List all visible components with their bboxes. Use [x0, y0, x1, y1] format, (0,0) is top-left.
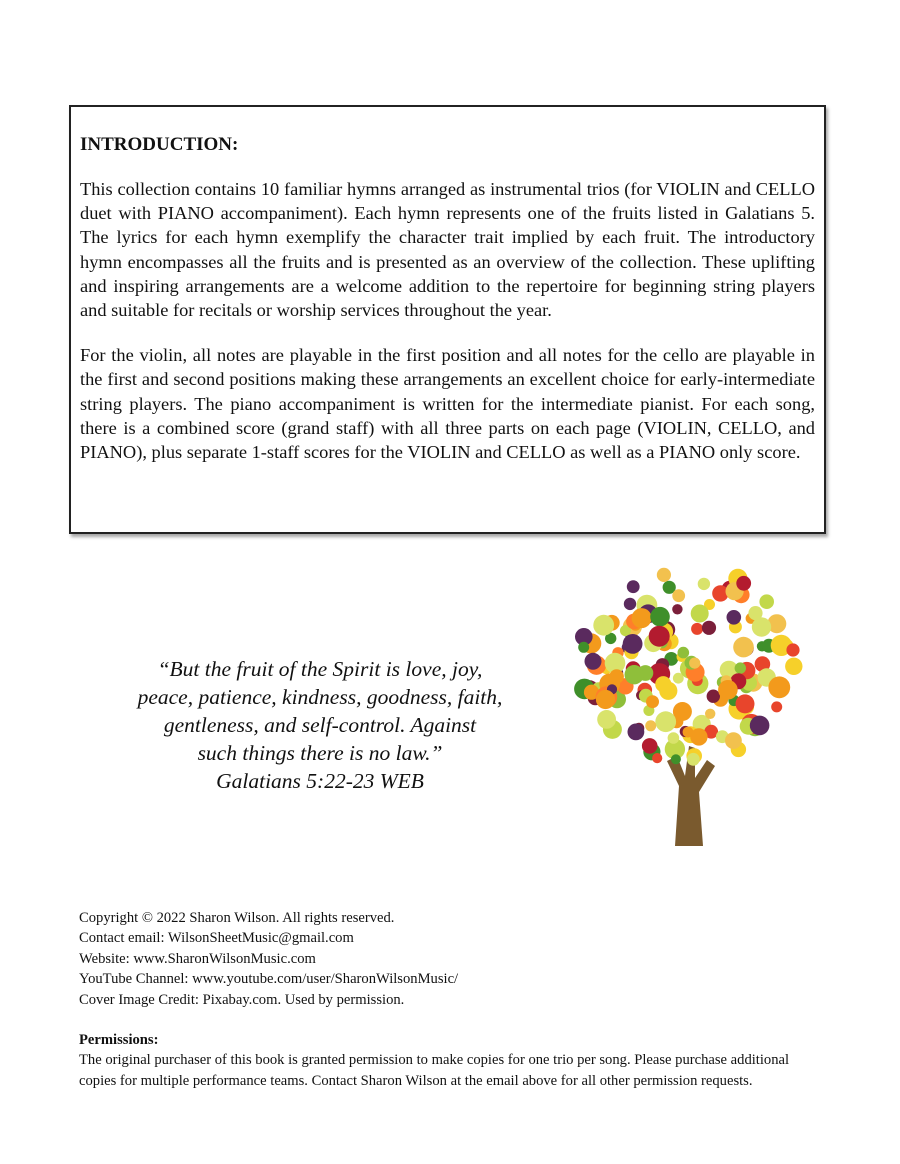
fruit-shape [646, 695, 659, 708]
fruit-tree-icon [567, 556, 807, 852]
fruit-shape [625, 665, 644, 684]
image-credit-line: Cover Image Credit: Pixabay.com. Used by permission. [79, 991, 405, 1008]
fruit-shape [689, 658, 700, 669]
quote-line: such things there is no law.” [197, 741, 443, 765]
fruit-shape [649, 626, 670, 647]
contact-email-line: Contact email: WilsonSheetMusic@gmail.com [79, 930, 354, 947]
introduction-paragraph-1: This collection contains 10 familiar hymns arranged as instrumental trios (for VIOLIN and CELLO duet with PIANO accompaniment). Each hymn represents one of the fruits listed in Galatians 5. The lyrics for each hymn exemplify the character trait implied by each fruit. The introductory hymn encompasses all the fruits and is presented as an overview of the collection. These uplifting and inspiring arrangements are a welcome addition to the repertoire for beginning string players and suitable for recitals or worship services throughout the year. [80, 179, 815, 321]
fruit-shape [759, 594, 774, 609]
fruit-shape [735, 662, 746, 673]
fruit-shape [645, 720, 656, 731]
fruit-shape [687, 753, 700, 766]
permissions-heading: Permissions: [79, 1032, 159, 1048]
introduction-box [69, 105, 826, 534]
fruit-shape [748, 606, 762, 620]
permissions-block [79, 1030, 829, 1091]
fruit-shape [652, 753, 662, 763]
website-line: Website: www.SharonWilsonMusic.com [79, 950, 316, 967]
fruit-shape [683, 727, 694, 738]
fruit-shape [707, 690, 720, 703]
fruit-shape [736, 576, 751, 591]
fruit-shape [642, 738, 658, 754]
fruit-shape [578, 642, 589, 653]
introduction-heading: INTRODUCTION: [80, 134, 239, 155]
fruit-shape [627, 580, 640, 593]
credits-block [79, 908, 839, 1010]
permissions-text: The original purchaser of this book is granted permission to make copies for one trio per song. Please purchase additional copies for multiple performance teams. Contact Sharon Wilson at the email above for all other permission requests. [79, 1052, 790, 1089]
quote-reference: Galatians 5:22-23 WEB [216, 769, 424, 793]
fruit-shape [752, 617, 771, 636]
fruit-shape [596, 690, 615, 709]
fruit-shape [585, 653, 602, 670]
quote-line: gentleness, and self-control. Against [163, 713, 477, 737]
quote-line: “But the fruit of the Spirit is love, joy, [157, 657, 483, 681]
quote-line: peace, patience, kindness, goodness, faith, [137, 685, 503, 709]
fruit-shape [702, 621, 716, 635]
fruit-shape [659, 682, 677, 700]
fruit-shape [786, 643, 799, 656]
fruit-shape [657, 568, 671, 582]
fruit-shape [650, 607, 670, 627]
fruit-shape [628, 724, 645, 741]
fruit-shape [691, 605, 709, 623]
fruit-shape [698, 578, 710, 590]
fruit-shape [771, 701, 782, 712]
fruit-shape [671, 754, 681, 764]
fruit-shape [623, 634, 643, 654]
fruit-shape [736, 694, 755, 713]
fruit-shape [668, 732, 680, 744]
youtube-channel-line: YouTube Channel: www.youtube.com/user/SharonWilsonMusic/ [79, 971, 459, 988]
fruit-shape [718, 680, 738, 700]
copyright-line: Copyright © 2022 Sharon Wilson. All rights reserved. [79, 910, 395, 926]
fruit-shape [597, 710, 616, 729]
fruit-shape [655, 711, 676, 732]
fruit-shape [785, 658, 802, 675]
fruit-shape [593, 615, 614, 636]
fruit-shape [768, 676, 790, 698]
fruit-shape [672, 589, 685, 602]
introduction-paragraph-2: For the violin, all notes are playable in the first position and all notes for the cello are playable in the first and second positions making these arrangements an excellent choice for early-intermediate string players. The piano accompaniment is written for the intermediate pianist. For each song, there is a combined score (grand staff) with all three parts on each page (VIOLIN, CELLO, and PIANO), plus separate 1-staff scores for the VIOLIN and CELLO as well as a PIANO only score. [80, 345, 815, 463]
fruit-shape [632, 608, 652, 628]
fruit-shape [609, 669, 624, 684]
fruit-shape [733, 637, 754, 658]
fruit-shape [705, 709, 715, 719]
fruit-shape [672, 604, 682, 614]
fruit-shape [725, 732, 742, 749]
scripture-quote [100, 655, 540, 795]
fruit-shape [678, 647, 690, 659]
fruit-shape [750, 716, 770, 736]
fruit-shape [727, 610, 742, 625]
fruit-shape [624, 598, 636, 610]
fruit-shape [691, 623, 703, 635]
